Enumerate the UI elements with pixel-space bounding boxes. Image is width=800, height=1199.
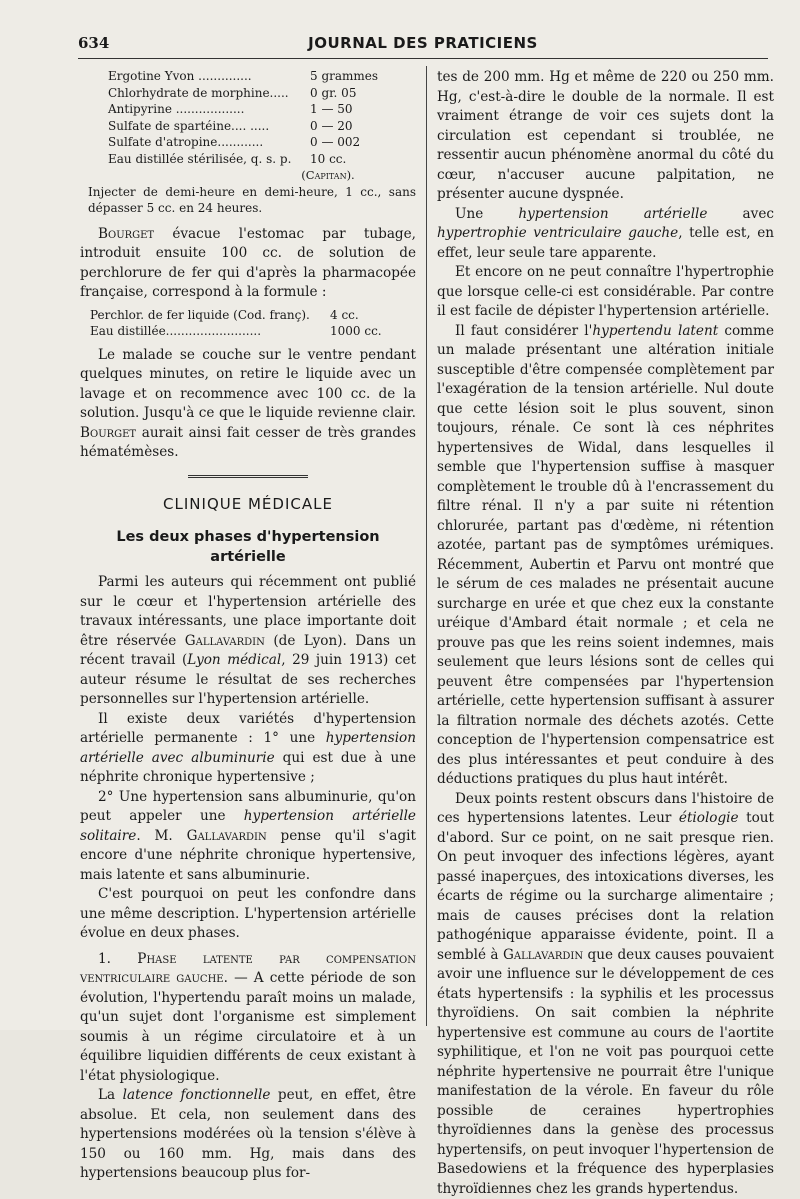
paragraph: tes de 200 mm. Hg et même de 220 ou 250 mm. Hg, c'est-à-dire le double de la normale. Il est vraiment étrange de voir ces sujets dont la circulation est cependant si troublée, ne ressentir aucun phénomène anormal du côté du cœur, n'accuser aucune palpitation, ne présenter aucune dyspnée. <box>437 68 774 205</box>
section-title: CLINIQUE MÉDICALE <box>80 495 416 515</box>
formula-row: Eau distillée stérilisée, q. s. p. 10 cc. <box>80 151 416 168</box>
paragraph: C'est pourquoi on peut les confondre dans une même description. L'hypertension artérielle évolue en deux phases. <box>80 885 416 944</box>
column-divider <box>426 66 427 1026</box>
paragraph: Il existe deux variétés d'hypertension artérielle permanente : 1° une hypertension artérielle avec albuminurie qui est due à une néphrite chronique hypertensive ; <box>80 710 416 788</box>
formula-row: Antipyrine .................. 1 — 50 <box>80 101 416 118</box>
right-column <box>437 68 774 1199</box>
article-title: Les deux phases d'hypertension artérielle <box>80 528 416 567</box>
formula-note: Injecter de demi-heure en demi-heure, 1 cc., sans dépasser 5 cc. en 24 heures. <box>80 184 416 217</box>
formula-author: (Capitan). <box>80 167 416 184</box>
page-number: 634 <box>78 34 109 52</box>
perchloride-formula <box>80 307 416 340</box>
paragraph: Il faut considérer l'hypertendu latent comme un malade présentant une altération initiale susceptible d'être compensée complètement par l'exagération de la tension artérielle. Nul doute que cette lésion soit le plus souvent, sinon toujours, rénale. Ce sont là ces néphrites hypertensives de Widal, dans lesquelles il semble que l'hypertension suffise à masquer complètement le trouble dû à l'encrassement du filtre rénal. Il n'y a par suite ni rétention chlorurée, partant pas d'œdème, ni rétention azotée, partant pas de symptômes urémiques. Récemment, Aubertin et Parvu ont montré que le sérum de ces malades ne présentait aucune surcharge en urée et que chez eux la constante uréique d'Ambard était normale ; et cela ne prouve pas que les reins soient indemnes, mais seulement que leurs lésions sont de celles qui peuvent être compensées par l'hypertension artérielle, cette hypertension suffisant à assurer la filtration normale des déchets azotés. Cette conception de l'hypertension compensatrice est des plus intéressantes et peut conduire à des déductions pratiques du plus haut intérêt. <box>437 322 774 790</box>
page-header <box>78 30 768 59</box>
left-column <box>80 68 416 1184</box>
paragraph: La latence fonctionnelle peut, en effet, être absolue. Et cela, non seulement dans des hypertensions modérées où la tension s'élève à 150 ou 160 mm. Hg, mais dans des hypertensions beaucoup plus for- <box>80 1086 416 1184</box>
formula-row: Sulfate d'atropine............ 0 — 002 <box>80 134 416 151</box>
journal-title: JOURNAL DES PRATICIENS <box>78 34 768 52</box>
paragraph: Et encore on ne peut connaître l'hypertrophie que lorsque celle-ci est considérable. Par contre il est facile de dépister l'hypertension artérielle. <box>437 263 774 322</box>
paragraph: Le malade se couche sur le ventre pendant quelques minutes, on retire le liquide avec un lavage et on recommence avec 100 cc. de la solution. Jusqu'à ce que le liquide revienne clair. Bourget aurait ainsi fait cesser de très grandes hématémèses. <box>80 346 416 463</box>
paragraph: Une hypertension artérielle avec hypertrophie ventriculaire gauche, telle est, en effet, leur seule tare apparente. <box>437 205 774 264</box>
paragraph: 2° Une hypertension sans albuminurie, qu'on peut appeler une hypertension artérielle solitaire. M. Gallavardin pense qu'il s'agit encore d'une néphrite chronique hypertensive, mais latente et sans albuminurie. <box>80 788 416 886</box>
formula-row: Ergotine Yvon .............. 5 grammes <box>80 68 416 85</box>
prescription-formula <box>80 68 416 217</box>
formula-row: Chlorhydrate de morphine..... 0 gr. 05 <box>80 85 416 102</box>
paragraph: Parmi les auteurs qui récemment ont publié sur le cœur et l'hypertension artérielle des travaux intéressants, une place importante doit être réservée Gallavardin (de Lyon). Dans un récent travail (Lyon médical, 29 juin 1913) cet auteur résume le résultat de ses recherches personnelles sur l'hypertension artérielle. <box>80 573 416 710</box>
section-divider <box>188 475 308 481</box>
formula-row: Perchlor. de fer liquide (Cod. franç). 4 cc. <box>80 307 416 324</box>
paragraph: Bourget évacue l'estomac par tubage, introduit ensuite 100 cc. de solution de perchlorure de fer qui d'après la pharmacopée française, correspond à la formule : <box>80 225 416 303</box>
formula-row: Eau distillée......................... 1000 cc. <box>80 323 416 340</box>
formula-row: Sulfate de spartéine.... ..... 0 — 20 <box>80 118 416 135</box>
paragraph: Deux points restent obscurs dans l'histoire de ces hypertensions latentes. Leur étiologie tout d'abord. Sur ce point, on ne sait presque rien. On peut invoquer des infections légères, ayant passé inaperçues, des intoxications diverses, les écarts de régime ou la surcharge alimentaire ; mais de causes précises dont la relation pathogénique apparaisse évidente, point. Il a semblé à Gallavardin que deux causes pouvaient avoir une influence sur le développement de ces états hypertensifs : la syphilis et les processus thyroïdiens. On sait combien la néphrite hypertensive est commune au cours de l'aortite syphilitique, et l'on ne voit pas pourquoi cette néphrite hypertensive ne pourrait être l'unique manifestation de la vérole. En faveur du rôle possible de ceraines hypertrophies thyroïdiennes dans la genèse des processus hypertensifs, on peut invoquer l'hypertension de Basedowiens et la fréquence des hyperplasies thyroïdiennes chez les grands hypertendus. <box>437 790 774 1199</box>
paragraph: 1. Phase latente par compensation ventriculaire gauche. — A cette période de son évolution, l'hypertendu paraît moins un malade, qu'un sujet dont l'organisme est simplement soumis à un régime circulatoire et à un équilibre liquidien différents de ceux existant à l'état physiologique. <box>80 950 416 1087</box>
